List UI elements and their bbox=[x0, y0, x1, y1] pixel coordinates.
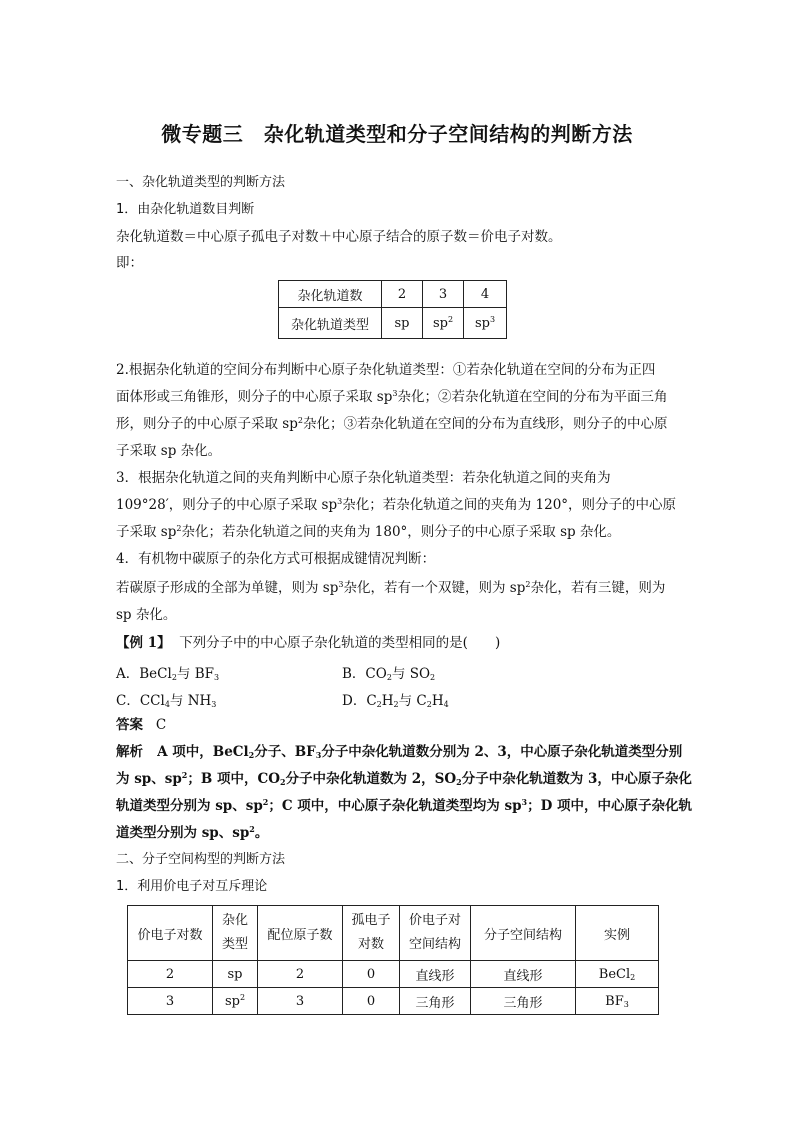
subscript: 2 bbox=[430, 673, 436, 682]
text: C．CCl bbox=[116, 693, 165, 709]
text: 杂化 bbox=[221, 913, 248, 928]
subscript: 3 bbox=[623, 999, 629, 1009]
text: 杂化；若杂化轨道之间的夹角为 180°，则分子的中心原子采取 sp 杂化。 bbox=[181, 524, 621, 540]
table-cell bbox=[576, 961, 659, 988]
section-heading-1: 一、杂化轨道类型的判断方法 bbox=[116, 175, 286, 190]
paragraph-2-line bbox=[116, 415, 682, 433]
subscript: 2 bbox=[376, 700, 382, 709]
superscript: 2 bbox=[239, 992, 246, 1002]
table-cell bbox=[423, 308, 464, 339]
answer-line bbox=[116, 716, 682, 734]
example-tag: 【例 1】 bbox=[116, 635, 171, 651]
superscript: 2 bbox=[181, 770, 188, 780]
text: 与 C bbox=[398, 693, 427, 709]
text: 杂化，若有一个双键，则为 sp bbox=[343, 580, 526, 596]
header-cell: 分子空间结构 bbox=[471, 906, 576, 961]
header-cell: 配位原子数 bbox=[258, 906, 343, 961]
table-cell: 直线形 bbox=[471, 961, 576, 988]
table-cell: 三角形 bbox=[400, 988, 471, 1015]
text: 109°28′，则分子的中心原子采取 sp bbox=[116, 497, 338, 513]
subscript: 3 bbox=[214, 673, 220, 682]
answer-label: 答案 bbox=[116, 717, 143, 733]
subscript: 2 bbox=[279, 777, 286, 787]
paragraph-4-line: 4．有机物中碳原子的杂化方式可根据成键情况判断： bbox=[116, 551, 436, 567]
paragraph-3-line bbox=[116, 496, 682, 514]
text: 形，则分子的中心原子采取 sp bbox=[116, 416, 298, 432]
table-cell: 2 bbox=[128, 961, 213, 988]
text: H bbox=[431, 693, 444, 709]
option-d bbox=[342, 689, 449, 709]
text: 道类型分别为 sp、sp bbox=[116, 825, 250, 841]
table-cell bbox=[576, 988, 659, 1015]
text: 与 BF bbox=[176, 666, 214, 682]
text: A．BeCl bbox=[116, 666, 172, 682]
paragraph-4-line: sp 杂化。 bbox=[116, 607, 177, 623]
text: sp bbox=[224, 993, 240, 1009]
text: 对数 bbox=[357, 937, 384, 952]
superscript: 3 bbox=[337, 497, 343, 506]
text: 杂化；②若杂化轨道在空间的分布为平面三角 bbox=[397, 389, 668, 405]
table-cell: 0 bbox=[343, 988, 400, 1015]
superscript: 2 bbox=[176, 524, 182, 533]
subscript: 2 bbox=[630, 972, 636, 982]
text: H bbox=[381, 693, 394, 709]
table-cell: 3 bbox=[128, 988, 213, 1015]
subscript: 4 bbox=[164, 700, 170, 709]
table-cell bbox=[382, 308, 423, 339]
text: 杂化；③若杂化轨道在空间的分布为直线形，则分子的中心原 bbox=[302, 416, 668, 432]
cell-text: sp bbox=[394, 315, 410, 331]
hybrid-orbital-table bbox=[278, 280, 507, 339]
text: ；B 项中，CO bbox=[187, 771, 280, 787]
text: 类型 bbox=[221, 937, 248, 952]
text: 子采取 sp bbox=[116, 524, 177, 540]
subscript: 2 bbox=[393, 700, 399, 709]
analysis-label: 解析 bbox=[116, 744, 143, 760]
superscript: 2 bbox=[249, 824, 255, 834]
paragraph-3-line: 3．根据杂化轨道之间的夹角判断中心原子杂化轨道类型：若杂化轨道之间的夹角为 bbox=[116, 470, 611, 486]
text: 分子中杂化轨道数分别为 2、3，中心原子杂化轨道类型分别 bbox=[321, 744, 683, 760]
paragraph-2-line bbox=[116, 388, 682, 406]
table-cell: 2 bbox=[382, 281, 423, 308]
analysis-line bbox=[116, 743, 682, 761]
table-row bbox=[128, 961, 659, 988]
text: 面体形或三角锥形，则分子的中心原子采取 sp bbox=[116, 389, 393, 405]
text: 价电子对 bbox=[408, 913, 461, 928]
text: 若碳原子形成的全部为单键，则为 sp bbox=[116, 580, 339, 596]
table-cell: 3 bbox=[258, 988, 343, 1015]
text: sp bbox=[227, 966, 243, 982]
subscript: 2 bbox=[456, 777, 462, 787]
subscript: 4 bbox=[443, 700, 449, 709]
analysis-line bbox=[116, 824, 682, 842]
text: 与 NH bbox=[169, 693, 212, 709]
text: B．CO bbox=[342, 666, 387, 682]
subsection-heading-1-1: 1．由杂化轨道数目判断 bbox=[116, 202, 255, 217]
vsepr-table bbox=[127, 905, 659, 1015]
text: ；D 项中，中心原子杂化轨 bbox=[527, 798, 693, 814]
text: BF bbox=[605, 993, 624, 1009]
option-c bbox=[116, 689, 216, 709]
analysis-line bbox=[116, 770, 692, 788]
text: BeCl bbox=[598, 966, 631, 982]
section-heading-2: 二、分子空间构型的判断方法 bbox=[116, 852, 286, 867]
header-cell: 实例 bbox=[576, 906, 659, 961]
text: 为 sp、sp bbox=[116, 771, 182, 787]
subscript: 3 bbox=[211, 700, 217, 709]
text: ；C 项中，中心原子杂化轨道类型均为 sp bbox=[268, 798, 522, 814]
subscript: 2 bbox=[171, 673, 177, 682]
table-cell: 三角形 bbox=[471, 988, 576, 1015]
text: 空间结构 bbox=[408, 937, 461, 952]
text: 分子中杂化轨道数为 2，SO bbox=[285, 771, 457, 787]
text: 。 bbox=[254, 825, 269, 841]
table-row bbox=[279, 308, 507, 339]
subscript: 3 bbox=[315, 750, 322, 760]
superscript: 3 bbox=[521, 797, 528, 807]
table-cell bbox=[464, 308, 507, 339]
table-cell: 杂化轨道类型 bbox=[279, 308, 382, 339]
text: 轨道类型分别为 sp、sp bbox=[116, 798, 263, 814]
paragraph-2-line: 子采取 sp 杂化。 bbox=[116, 443, 222, 459]
table-cell: 2 bbox=[258, 961, 343, 988]
header-cell bbox=[213, 906, 258, 961]
table-cell bbox=[213, 988, 258, 1015]
cell-text: sp bbox=[432, 315, 448, 331]
header-cell: 价电子对数 bbox=[128, 906, 213, 961]
ji-label: 即： bbox=[116, 255, 143, 271]
text: 分子中杂化轨道数为 3，中心原子杂化 bbox=[461, 771, 692, 787]
superscript: 3 bbox=[338, 580, 344, 589]
table-row bbox=[128, 988, 659, 1015]
table-cell: 3 bbox=[423, 281, 464, 308]
table-cell: 0 bbox=[343, 961, 400, 988]
table-cell bbox=[213, 961, 258, 988]
formula-text: 杂化轨道数＝中心原子孤电子对数＋中心原子结合的原子数＝价电子对数。 bbox=[116, 229, 562, 245]
superscript: 3 bbox=[392, 389, 398, 398]
text: 杂化，若有三键，则为 bbox=[530, 580, 666, 596]
answer-value: C bbox=[155, 717, 167, 733]
superscript: 2 bbox=[447, 314, 454, 324]
text: 杂化；若杂化轨道之间的夹角为 120°，则分子的中心原 bbox=[342, 497, 677, 513]
paragraph-2-line: 2.根据杂化轨道的空间分布判断中心原子杂化轨道类型：①若杂化轨道在空间的分布为正四 bbox=[116, 362, 656, 378]
example-question bbox=[116, 634, 682, 652]
text: 孤电子 bbox=[351, 913, 391, 928]
cell-text: sp bbox=[474, 315, 490, 331]
question-text: 下列分子中的中心原子杂化轨道的类型相同的是( ) bbox=[179, 635, 501, 651]
header-cell bbox=[400, 906, 471, 961]
superscript: 2 bbox=[525, 580, 531, 589]
analysis-line bbox=[116, 797, 693, 815]
table-header-row bbox=[128, 906, 659, 961]
text: A 项中，BeCl bbox=[157, 744, 249, 760]
option-b bbox=[342, 662, 435, 682]
text: D．C bbox=[342, 693, 377, 709]
subscript: 2 bbox=[386, 673, 392, 682]
option-a bbox=[116, 662, 219, 682]
superscript: 2 bbox=[297, 416, 303, 425]
table-row bbox=[279, 281, 507, 308]
superscript: 2 bbox=[262, 797, 269, 807]
subscript: 2 bbox=[248, 750, 255, 760]
table-cell: 直线形 bbox=[400, 961, 471, 988]
paragraph-3-line bbox=[116, 523, 682, 541]
subsection-heading-2-1: 1．利用价电子对互斥理论 bbox=[116, 879, 268, 894]
superscript: 3 bbox=[489, 314, 496, 324]
text: 与 SO bbox=[391, 666, 431, 682]
subscript: 2 bbox=[426, 700, 432, 709]
header-cell bbox=[343, 906, 400, 961]
table-cell: 4 bbox=[464, 281, 507, 308]
paragraph-4-line bbox=[116, 579, 682, 597]
text: 分子、BF bbox=[254, 744, 316, 760]
table-cell: 杂化轨道数 bbox=[279, 281, 382, 308]
page-title: 微专题三 杂化轨道类型和分子空间结构的判断方法 bbox=[161, 122, 633, 146]
